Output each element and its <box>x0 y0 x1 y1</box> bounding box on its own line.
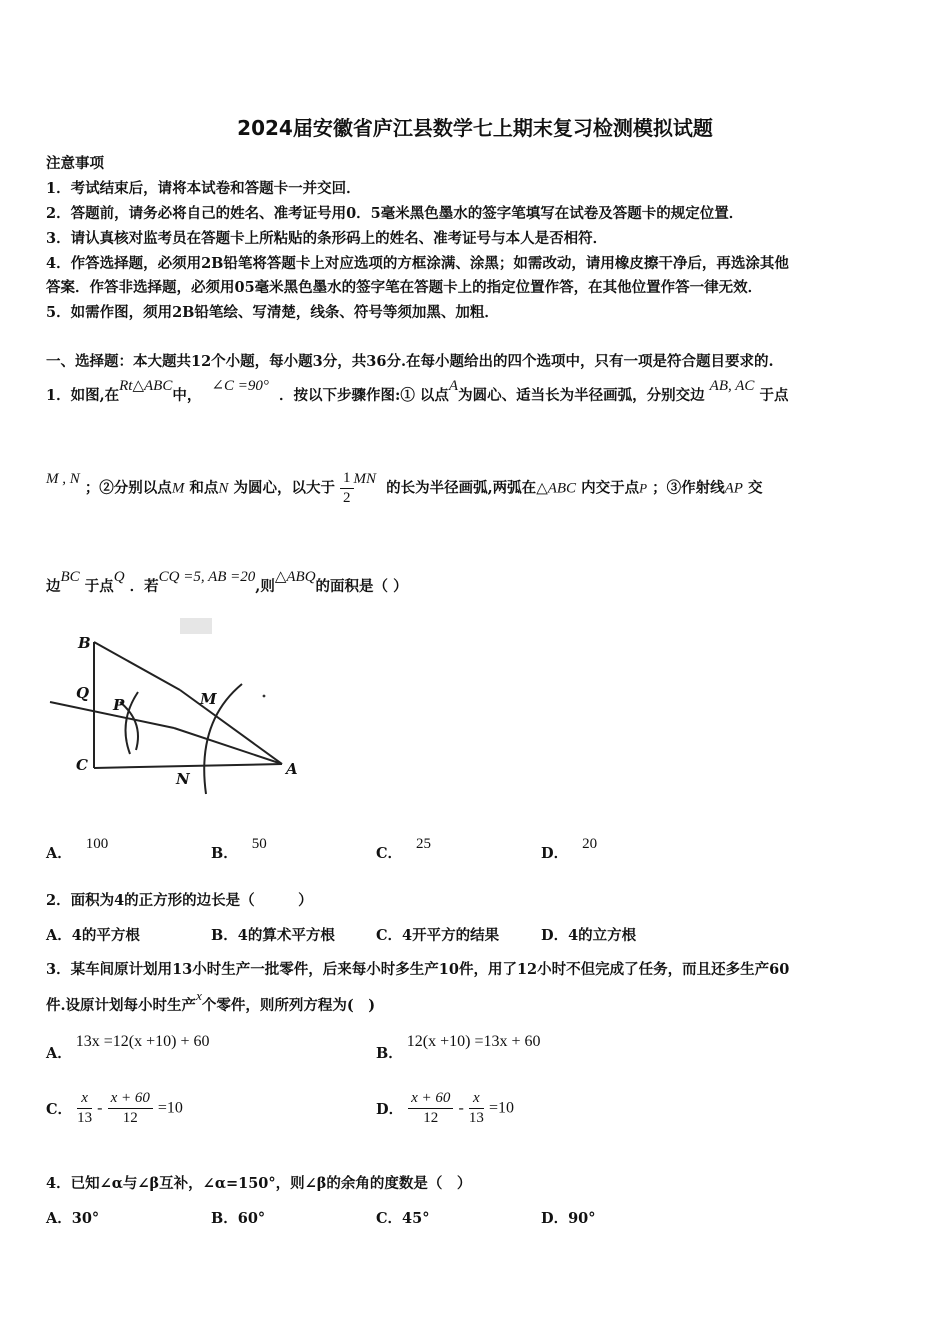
q3-stem-1: 3．某车间原计划用13小时生产一批零件，后来每小时多生产10件，用了12小时不但完成了任务，而且还多生产60 <box>46 961 790 978</box>
q1-text: 于点 <box>84 578 114 595</box>
q1-text: 内交于点 <box>581 479 640 497</box>
side-ca <box>94 764 282 768</box>
option-label: C． <box>46 1101 73 1118</box>
q4-option-d[interactable]: D．90° <box>541 1210 596 1227</box>
label-n: N <box>176 770 190 788</box>
q1-text: 的面积是（ ） <box>315 578 408 595</box>
notice-item-3: 3．请认真核对监考员在答题卡上所粘贴的条形码上的姓名、准考证号与本人是否相符． <box>46 230 608 247</box>
q1-text: ,则 <box>255 578 275 595</box>
q3-var-x: x <box>196 988 202 1003</box>
label-m: M <box>200 690 217 708</box>
q1-math: BC <box>60 569 80 585</box>
option-label: B． <box>211 845 238 862</box>
fraction <box>108 1090 153 1127</box>
option-value: 100 <box>85 836 109 852</box>
q1-math: Q <box>113 569 125 585</box>
q2-option-b[interactable]: B．4的算术平方根 <box>211 927 335 944</box>
q1-text: 和点 <box>189 479 219 497</box>
fraction <box>77 1090 92 1127</box>
q1-math: M <box>171 480 185 497</box>
q1-text: ．若 <box>129 578 159 595</box>
option-label: C． <box>376 845 403 862</box>
exam-title: 2024届安徽省庐江县数学七上期末复习检测模拟试题 <box>237 116 713 140</box>
q4-option-a[interactable]: A．30° <box>46 1210 100 1227</box>
q1-triangle-figure <box>46 618 316 798</box>
q3-option-a[interactable] <box>46 1030 210 1062</box>
q3-option-c[interactable] <box>46 1090 183 1127</box>
notice-item-4-cont: 答案．作答非选择题，必须用05毫米黑色墨水的签字笔在答题卡上的指定位置作答，在其他位置作答一律无效． <box>46 279 763 296</box>
q1-text: ；②分别以点 <box>84 479 172 497</box>
q1-math: M , N <box>46 470 80 487</box>
q1-math: ∠C =90° <box>211 378 269 394</box>
scan-smudge <box>180 618 212 634</box>
notice-heading: 注意事项 <box>46 155 104 172</box>
q3-text: 个零件，则所列方程为( ) <box>201 997 376 1014</box>
option-label: D． <box>376 1101 404 1118</box>
fraction-denominator: 2 <box>343 490 351 506</box>
q1-line-1 <box>46 378 789 405</box>
ray-ap-left <box>50 702 174 728</box>
q1-math: △ABC <box>536 480 577 497</box>
q2-option-c[interactable]: C．4开平方的结果 <box>376 927 500 944</box>
half-fraction <box>340 470 354 507</box>
equals-ten: =10 <box>157 1099 183 1117</box>
section-heading: 一、选择题：本大题共12个小题，每小题3分，共36分.在每小题给出的四个选项中，只有一项是符合题目要求的. <box>46 353 774 370</box>
fraction-denominator: 13 <box>77 1110 93 1126</box>
q1-text: 1．如图,在 <box>46 387 120 404</box>
fraction-denominator: 13 <box>468 1110 484 1126</box>
option-value: 50 <box>251 836 267 852</box>
q1-line-3 <box>46 569 408 596</box>
q1-math: Rt△ABC <box>119 378 173 394</box>
notice-item-5: 5．如需作图，须用2B铅笔绘、写清楚，线条、符号等须加黑、加粗． <box>46 304 499 321</box>
q4-option-c[interactable]: C．45° <box>376 1210 430 1227</box>
q1-option-a[interactable] <box>46 836 109 863</box>
notice-item-2: 2．答题前，请务必将自己的姓名、准考证号用0．5毫米黑色墨水的签字笔填写在试卷及答题卡的规定位置． <box>46 205 744 222</box>
q1-math: MN <box>353 470 377 487</box>
minus-sign: - <box>458 1099 464 1117</box>
q4-stem: 4．已知∠α与∠β互补，∠α=150°，则∠β的余角的度数是（ ） <box>46 1175 472 1192</box>
option-equation: 12(x +10) =13x + 60 <box>406 1033 541 1050</box>
label-p: P <box>113 696 125 714</box>
q1-text: 的长为半径画弧,两弧在 <box>386 479 537 497</box>
q1-option-d[interactable] <box>541 836 598 863</box>
q1-text: ；③作射线 <box>652 479 725 497</box>
fraction-numerator: x + 60 <box>108 1090 153 1109</box>
fraction <box>408 1090 453 1127</box>
option-value: 20 <box>582 836 598 852</box>
q4-option-b[interactable]: B．60° <box>211 1210 266 1227</box>
stray-dot <box>263 695 266 698</box>
q2-option-a[interactable]: A．4的平方根 <box>46 927 140 944</box>
option-equation: 13x =12(x +10) + 60 <box>75 1033 210 1050</box>
q2-stem: 2．面积为4的正方形的边长是（ ） <box>46 892 313 909</box>
q3-option-b[interactable] <box>376 1030 541 1062</box>
label-a: A <box>286 760 298 778</box>
q1-math: N <box>218 480 229 497</box>
q1-text: 为圆心，以大于 <box>233 479 335 497</box>
option-value: 25 <box>416 836 432 852</box>
label-c: C <box>76 756 88 774</box>
q1-math: A <box>448 378 459 394</box>
q1-math: P <box>639 480 648 496</box>
q1-text: ．按以下步骤作图:① 以点 <box>279 387 449 404</box>
fraction-numerator: x <box>469 1090 484 1109</box>
q1-line-2 <box>46 470 763 507</box>
q1-math: △ABQ <box>274 569 316 585</box>
q3-option-d[interactable] <box>376 1090 514 1127</box>
ray-ap-right <box>174 728 282 764</box>
q1-math: AB, AC <box>709 378 755 394</box>
fraction-numerator: x <box>77 1090 92 1109</box>
fraction-denominator: 12 <box>423 1110 439 1126</box>
q1-text: 交 <box>748 479 763 497</box>
fraction-numerator: 1 <box>340 470 354 489</box>
fraction-numerator: x + 60 <box>408 1090 453 1109</box>
side-ba-upper <box>94 642 180 690</box>
q2-option-d[interactable]: D．4的立方根 <box>541 927 637 944</box>
fraction-denominator: 12 <box>122 1110 138 1126</box>
label-q: Q <box>76 684 90 702</box>
q1-text: 中， <box>172 387 202 404</box>
q1-text: 为圆心、适当长为半径画弧，分别交边 <box>458 387 705 404</box>
notice-item-4: 4．作答选择题，必须用2B铅笔将答题卡上对应选项的方框涂满、涂黑；如需改动，请用橡皮擦干净后，再选涂其他 <box>46 255 789 272</box>
label-b: B <box>78 634 91 652</box>
option-label: A． <box>46 1045 72 1062</box>
minus-sign: - <box>97 1099 103 1117</box>
option-label: A． <box>46 845 72 862</box>
q1-text: 于点 <box>759 387 789 404</box>
q3-text: 件.设原计划每小时生产 <box>46 997 197 1014</box>
notice-item-1: 1．考试结束后，请将本试卷和答题卡一并交回． <box>46 180 361 197</box>
option-label: D． <box>541 845 569 862</box>
q1-option-c[interactable] <box>376 836 432 863</box>
q1-text: 边 <box>46 578 61 595</box>
equals-ten: =10 <box>488 1099 514 1117</box>
side-ba-lower <box>180 690 282 764</box>
q1-math: AP <box>724 480 743 497</box>
q1-math: CQ =5, AB =20 <box>158 569 256 585</box>
fraction <box>469 1090 484 1127</box>
q3-stem-2 <box>46 988 376 1015</box>
option-label: B． <box>376 1045 403 1062</box>
q1-option-b[interactable] <box>211 836 267 863</box>
